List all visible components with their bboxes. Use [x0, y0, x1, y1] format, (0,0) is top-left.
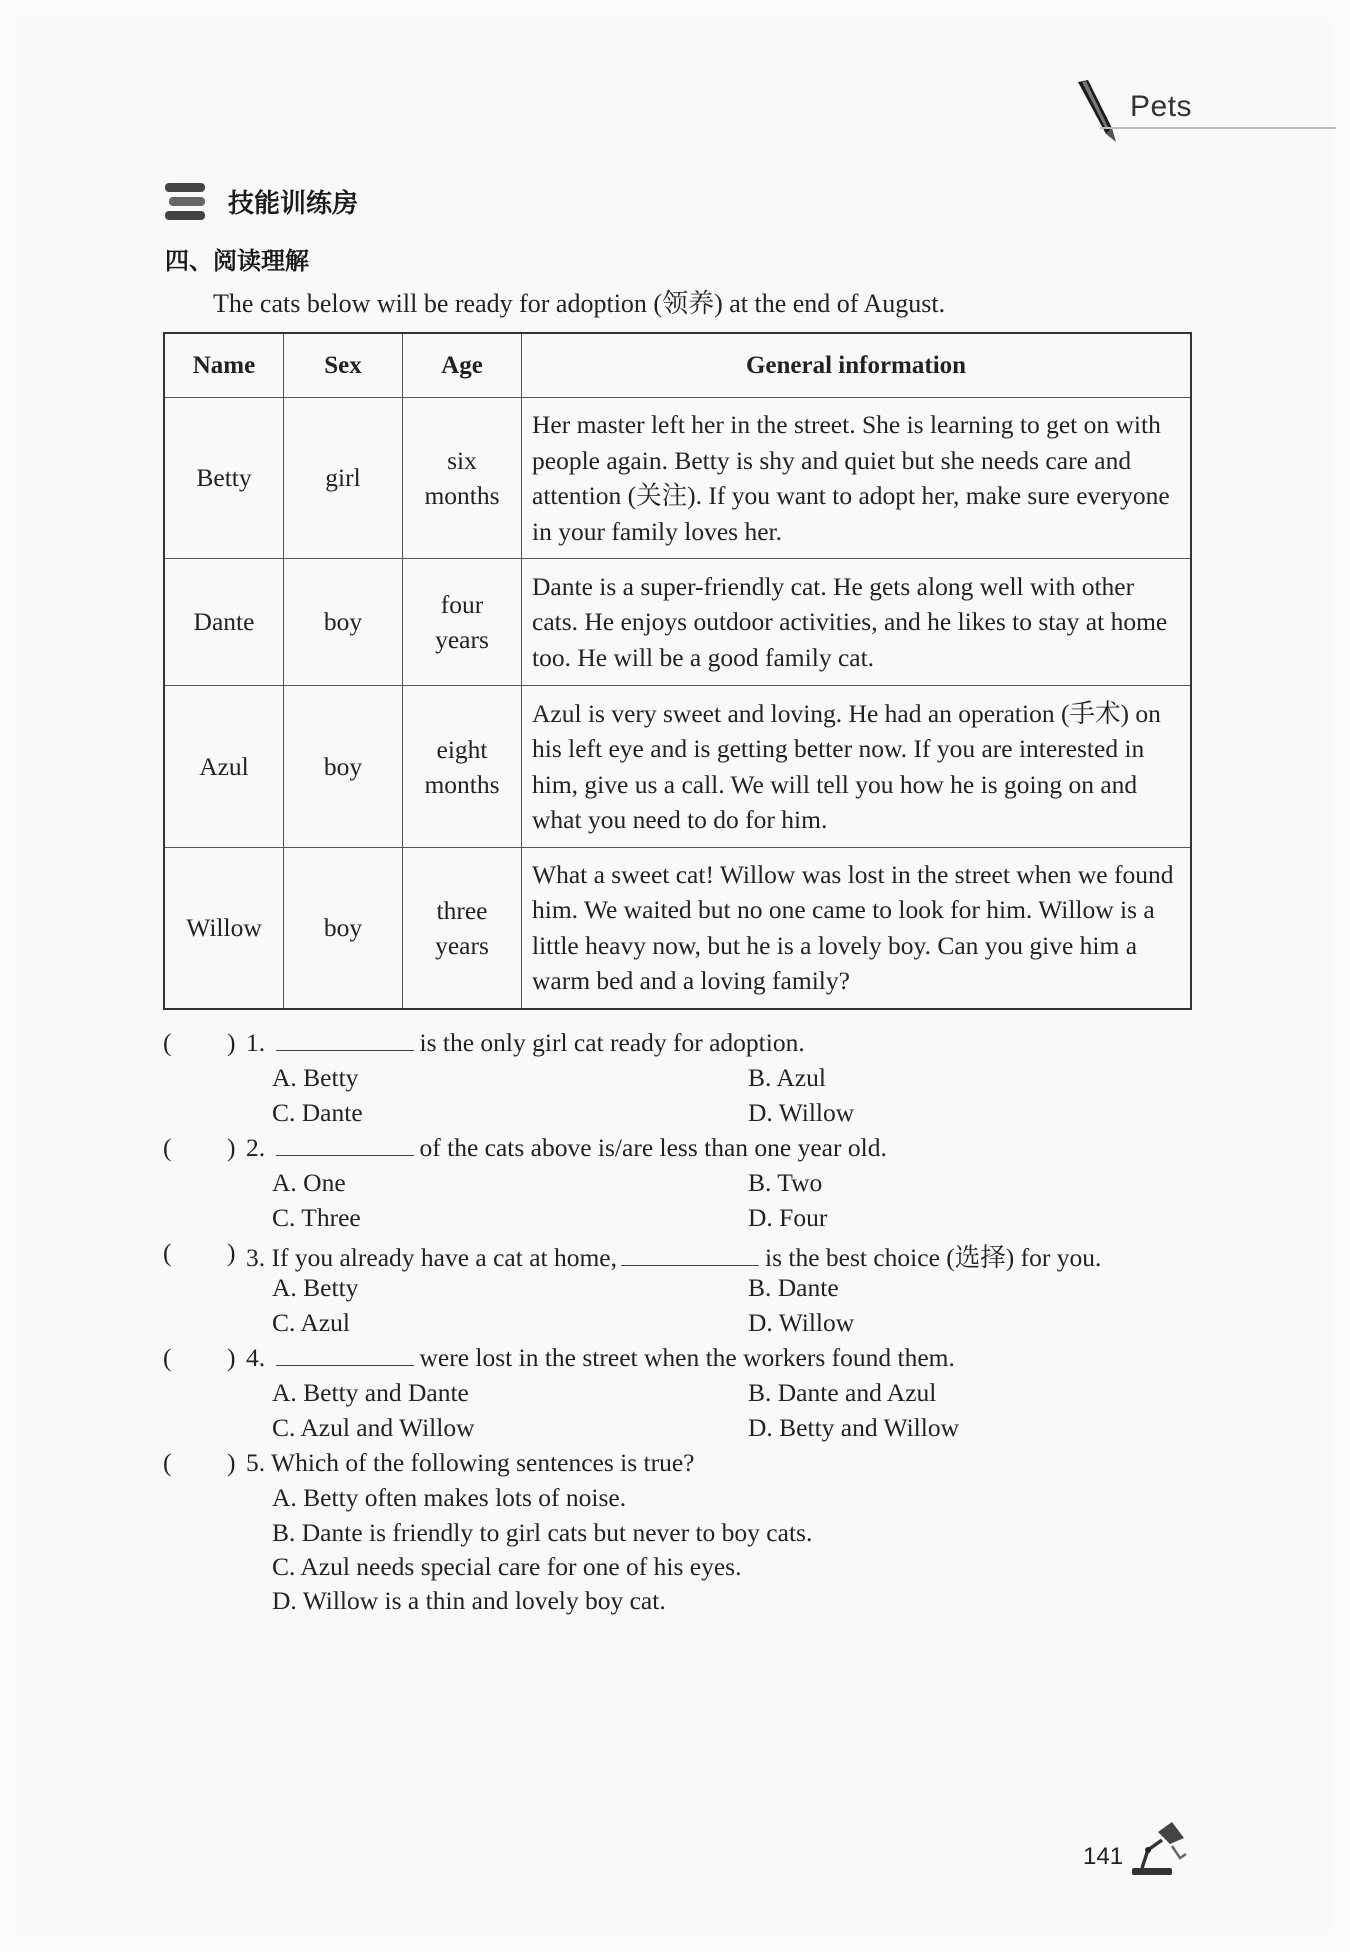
question-post: of the cats above is/are less than one year old. — [419, 1133, 887, 1162]
question-number: 2. — [246, 1133, 266, 1162]
question-number: 5. — [246, 1448, 266, 1477]
option-c[interactable]: C. Azul — [272, 1308, 350, 1337]
answer-paren-right[interactable]: ) — [227, 1028, 236, 1057]
cell-sex: boy — [284, 559, 403, 686]
option-b[interactable]: B. Dante is friendly to girl cats but never to boy cats. — [272, 1518, 813, 1547]
question-pre: If you already have a cat at home, — [271, 1243, 617, 1272]
option-c[interactable]: C. Three — [272, 1203, 361, 1232]
answer-blank[interactable] — [276, 1133, 414, 1156]
table-row — [164, 848, 1191, 1009]
option-d[interactable]: D. Willow is a thin and lovely boy cat. — [272, 1586, 666, 1615]
answer-paren-right[interactable]: ) — [227, 1133, 236, 1162]
age-unit: years — [435, 930, 489, 960]
answer-paren-left: ( — [163, 1343, 172, 1372]
question-number: 1. — [246, 1028, 266, 1057]
question-pre: Which of the following sentences is true? — [271, 1448, 695, 1477]
option-a[interactable]: A. Betty often makes lots of noise. — [272, 1483, 627, 1512]
answer-blank[interactable] — [276, 1028, 414, 1051]
cell-sex: boy — [284, 686, 403, 848]
question-stem — [246, 1028, 805, 1058]
cell-info: Her master left her in the street. She is learning to get on with people again. Betty is shy and quiet but she needs care and attention (关注). If you want to adopt her, make sure everyone in your family loves her. — [522, 398, 1192, 559]
section-icon — [163, 181, 208, 223]
answer-blank[interactable] — [276, 1343, 414, 1366]
cell-info: Dante is a super-friendly cat. He gets along well with other cats. He enjoys outdoor activities, and he likes to stay at home too. He will be a good family cat. — [522, 559, 1192, 686]
option-c[interactable]: C. Azul and Willow — [272, 1413, 475, 1442]
cell-name: Betty — [164, 398, 284, 559]
option-d[interactable]: D. Betty and Willow — [748, 1413, 959, 1442]
question-number: 4. — [246, 1343, 266, 1372]
cell-sex: girl — [284, 398, 403, 559]
option-c[interactable]: C. Dante — [272, 1098, 363, 1127]
option-b[interactable]: B. Azul — [748, 1063, 826, 1092]
cats-table — [163, 332, 1192, 1010]
answer-paren-right[interactable]: ) — [227, 1448, 236, 1477]
cell-info: Azul is very sweet and loving. He had an operation (手术) on his left eye and is getting better now. If you are interested in him, give us a call. We will tell you how he is going on and what you need to do for him. — [522, 686, 1192, 848]
cell-age — [403, 848, 522, 1009]
pen-icon — [1072, 78, 1120, 146]
option-b[interactable]: B. Dante — [748, 1273, 839, 1302]
question-post: were lost in the street when the workers found them. — [419, 1343, 955, 1372]
cell-sex: boy — [284, 848, 403, 1009]
table-row — [164, 559, 1191, 686]
option-d[interactable]: D. Four — [748, 1203, 828, 1232]
header-rule — [1100, 127, 1336, 129]
answer-paren-left: ( — [163, 1028, 172, 1057]
answer-paren-left: ( — [163, 1133, 172, 1162]
age-number: three — [436, 895, 488, 925]
cell-age — [403, 559, 522, 686]
page-number: 141 — [1083, 1843, 1124, 1870]
cell-age — [403, 686, 522, 848]
header-sex: Sex — [284, 333, 403, 398]
option-a[interactable]: A. Betty and Dante — [272, 1378, 469, 1407]
question-post: is the only girl cat ready for adoption. — [419, 1028, 805, 1057]
age-unit: years — [435, 625, 489, 654]
answer-paren-right[interactable]: ) — [227, 1238, 236, 1267]
table-header-row — [164, 333, 1191, 398]
answer-blank[interactable] — [621, 1243, 759, 1266]
question-stem — [246, 1343, 955, 1373]
question-stem — [246, 1448, 695, 1478]
cell-age — [403, 398, 522, 559]
question-post: is the best choice (选择) for you. — [765, 1243, 1102, 1272]
age-number: six — [447, 446, 477, 475]
option-c[interactable]: C. Azul needs special care for one of his eyes. — [272, 1552, 742, 1581]
age-unit: months — [424, 769, 500, 799]
age-unit: months — [424, 481, 500, 510]
answer-paren-right[interactable]: ) — [227, 1343, 236, 1372]
answer-paren-left: ( — [163, 1448, 172, 1477]
cell-name: Dante — [164, 559, 284, 686]
part-title: 四、阅读理解 — [165, 247, 309, 275]
option-a[interactable]: A. One — [272, 1168, 346, 1197]
option-d[interactable]: D. Willow — [748, 1308, 855, 1337]
age-number: four — [440, 590, 484, 619]
desk-lamp-icon — [1128, 1816, 1190, 1878]
question-stem — [246, 1238, 1101, 1274]
age-number: eight — [436, 734, 488, 764]
intro-text: The cats below will be ready for adoption (领养) at the end of August. — [213, 289, 946, 318]
option-b[interactable]: B. Dante and Azul — [748, 1378, 937, 1407]
option-b[interactable]: B. Two — [748, 1168, 823, 1197]
cell-info: What a sweet cat! Willow was lost in the street when we found him. We waited but no one came to look for him. Willow is a little heavy now, but he is a lovely boy. Can you give him a warm bed and a loving family? — [522, 848, 1192, 1009]
option-d[interactable]: D. Willow — [748, 1098, 855, 1127]
table-row — [164, 686, 1191, 848]
question-number: 3. — [246, 1243, 266, 1272]
header-age: Age — [403, 333, 522, 398]
cell-name: Willow — [164, 848, 284, 1009]
section-title: 技能训练房 — [228, 189, 359, 219]
unit-title: Pets — [1130, 90, 1193, 123]
header-info: General information — [522, 333, 1192, 398]
header-name: Name — [164, 333, 284, 398]
option-a[interactable]: A. Betty — [272, 1273, 359, 1302]
question-stem — [246, 1133, 887, 1163]
cell-name: Azul — [164, 686, 284, 848]
option-a[interactable]: A. Betty — [272, 1063, 359, 1092]
table-row — [164, 398, 1191, 559]
answer-paren-left: ( — [163, 1238, 172, 1267]
